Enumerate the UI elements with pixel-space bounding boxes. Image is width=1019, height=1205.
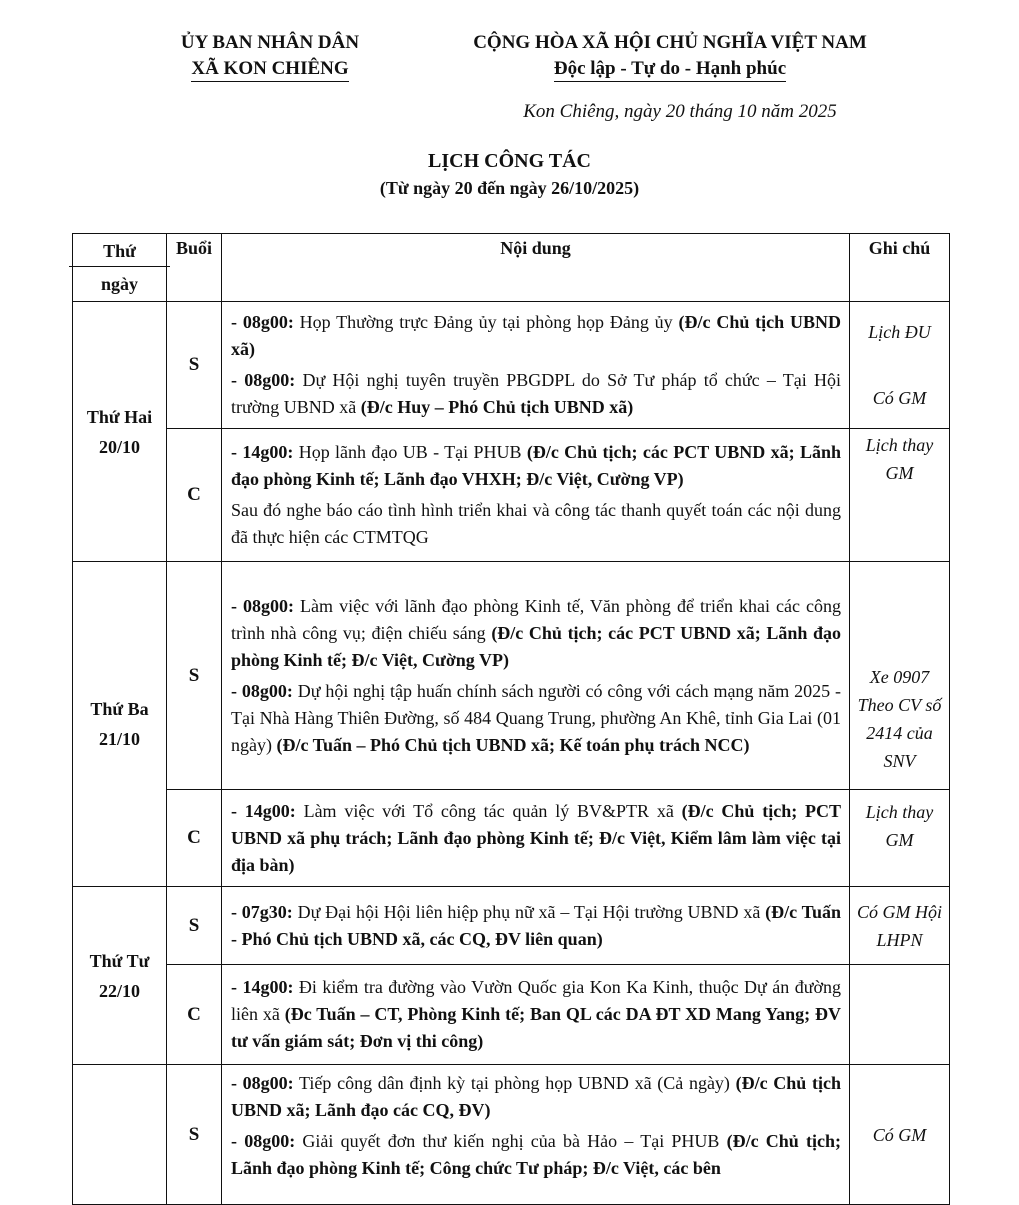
national-motto: Độc lập - Tự do - Hạnh phúc [554, 57, 786, 82]
schedule-item: - 08g00: Dự Hội nghị tuyên truyền PBGDPL do Sở Tư pháp tổ chức – Tại Hội trường UBND xã (Đ/c Huy – Phó Chủ tịch UBND xã) [231, 370, 841, 417]
content-cell [222, 965, 850, 1065]
day-cell-thursday [73, 1065, 167, 1205]
schedule-item: - 14g00: Làm việc với Tổ công tác quản lý BV&PTR xã (Đ/c Chủ tịch; PCT UBND xã phụ trách; Lãnh đạo phòng Kinh tế; Đ/c Việt, Kiểm lâm làm việc tại địa bàn) [231, 800, 841, 875]
schedule-item: - 08g00: Dự hội nghị tập huấn chính sách người có công với cách mạng năm 2025 - Tại Nhà Hàng Thiên Đường, số 484 Quang Trung, phường An Khê, tỉnh Gia Lai (01 ngày) (Đ/c Tuấn – Phó Chủ tịch UBND xã; Kế toán phụ trách NCC) [231, 680, 841, 755]
note-cell: Có GM Hội LHPN [850, 887, 950, 965]
table-row [73, 887, 950, 965]
note-text: Có GM [872, 388, 927, 408]
day-date: 21/10 [98, 729, 140, 749]
table-row [73, 302, 950, 429]
day-label: Thứ Tư [89, 950, 150, 971]
header-session: Buổi [167, 234, 222, 302]
schedule-item: - 14g00: Họp lãnh đạo UB - Tại PHUB (Đ/c Chủ tịch; các PCT UBND xã; Lãnh đạo phòng Kinh tế; Lãnh đạo VHXH; Đ/c Việt, Cường VP) [231, 442, 841, 489]
content-cell [222, 1065, 850, 1205]
table-row [73, 562, 950, 790]
header-note: Ghi chú [850, 234, 950, 302]
header-day-line1: Thứ [103, 241, 136, 261]
session-cell: C [167, 965, 222, 1065]
schedule-item: - 08g00: Làm việc với lãnh đạo phòng Kinh tế, Văn phòng để triển khai các công trình nhà công vụ; điện chiếu sáng (Đ/c Chủ tịch; các PCT UBND xã; Lãnh đạo phòng Kinh tế; Đ/c Việt, Cường VP) [231, 595, 841, 670]
agency-line-2: XÃ KON CHIÊNG [191, 57, 348, 82]
table-row [73, 429, 950, 562]
content-cell [222, 429, 850, 562]
agency-line-1: ỦY BAN NHÂN DÂN [180, 32, 360, 53]
place-date: Kon Chiêng, ngày 20 tháng 10 năm 2025 [523, 101, 837, 122]
schedule-table [72, 233, 950, 1205]
table-header-row [73, 234, 950, 302]
header-day [73, 234, 167, 302]
day-label: Thứ Hai [86, 406, 153, 427]
content-cell [222, 562, 850, 790]
day-date: 20/10 [98, 436, 140, 457]
day-cell-tuesday [73, 562, 167, 887]
schedule-item: - 14g00: Đi kiểm tra đường vào Vườn Quốc gia Kon Ka Kinh, thuộc Dự án đường liên xã (Đc Tuấn – CT, Phòng Kinh tế; Ban QL các DA ĐT XD Mang Yang; ĐV tư vấn giám sát; Đơn vị thi công) [231, 977, 841, 1051]
document-title: LỊCH CÔNG TÁC [428, 150, 591, 172]
content-cell [222, 302, 850, 429]
day-cell-wednesday [73, 887, 167, 1065]
note-cell [850, 965, 950, 1065]
note-cell: Có GM [850, 1065, 950, 1205]
table-row [73, 1065, 950, 1205]
note-cell: Lịch thay GM [850, 790, 950, 887]
day-date: 22/10 [98, 980, 140, 1001]
session-cell: C [167, 790, 222, 887]
content-cell [222, 790, 850, 887]
note-text: Lịch ĐU [868, 322, 931, 342]
content-cell [222, 887, 850, 965]
header-day-line2: ngày [69, 266, 170, 299]
day-label: Thứ Ba [90, 699, 149, 719]
session-cell: S [167, 302, 222, 429]
schedule-item: - 07g30: Dự Đại hội Hội liên hiệp phụ nữ xã – Tại Hội trường UBND xã (Đ/c Tuấn - Phó Chủ tịch UBND xã, các CQ, ĐV liên quan) [231, 901, 841, 949]
note-cell: Lịch thay GM [850, 429, 950, 562]
schedule-item-extra: Sau đó nghe báo cáo tình hình triển khai và công tác thanh quyết toán các nội dung đã thực hiện các CTMTQG [231, 500, 841, 547]
national-title: CỘNG HÒA XÃ HỘI CHỦ NGHĨA VIỆT NAM [473, 32, 867, 53]
note-cell [850, 302, 950, 429]
national-header [420, 30, 920, 82]
table-row [73, 790, 950, 887]
day-cell-monday [73, 302, 167, 562]
session-cell: S [167, 562, 222, 790]
schedule-item: - 08g00: Tiếp công dân định kỳ tại phòng họp UBND xã (Cả ngày) (Đ/c Chủ tịch UBND xã; Lãnh đạo các CQ, ĐV) [231, 1073, 842, 1120]
session-cell: S [167, 1065, 222, 1205]
agency-header [150, 30, 390, 82]
document-subtitle: (Từ ngày 20 đến ngày 26/10/2025) [379, 178, 640, 198]
note-cell: Xe 0907 Theo CV số 2414 của SNV [850, 562, 950, 790]
schedule-item: - 08g00: Giải quyết đơn thư kiến nghị của bà Hảo – Tại PHUB (Đ/c Chủ tịch; Lãnh đạo phòng Kinh tế; Công chức Tư pháp; Đ/c Việt, các bên [231, 1131, 841, 1178]
table-row [73, 965, 950, 1065]
session-cell: S [167, 887, 222, 965]
session-cell: C [167, 429, 222, 562]
schedule-item: - 08g00: Họp Thường trực Đảng ủy tại phòng họp Đảng ủy (Đ/c Chủ tịch UBND xã) [231, 312, 841, 359]
header-content: Nội dung [222, 234, 850, 302]
